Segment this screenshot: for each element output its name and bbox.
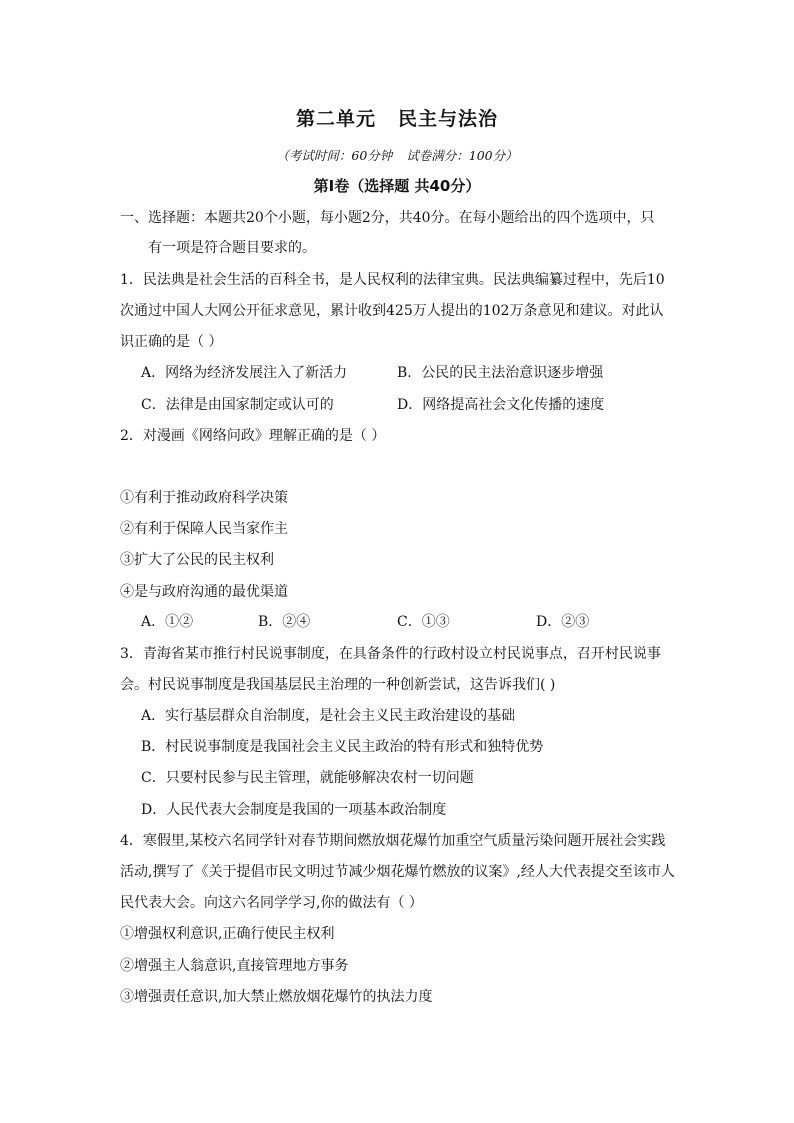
full-score: 试卷满分：100分）	[406, 148, 518, 163]
exam-time: （考试时间：60分钟	[276, 148, 393, 163]
q3-option-a: A．实行基层群众自治制度，是社会主义民主政治建设的基础	[141, 708, 516, 724]
q2-option-c: C．①③	[397, 614, 450, 630]
page-title	[0, 104, 794, 131]
q2-option-a: A．①②	[141, 614, 194, 630]
q4-stem-line3: 民代表大会。向这六名同学学习,你的做法有（ ）	[120, 895, 423, 911]
exam-info	[0, 146, 794, 164]
q2-option-b: B．②④	[258, 614, 311, 630]
q3-option-c: C．只要村民参与民主管理，就能够解决农村一切问题	[141, 770, 474, 786]
q2-statement-1: ①有利于推动政府科学决策	[120, 490, 288, 506]
unit-label: 第二单元	[295, 108, 376, 130]
q2-stem: 2．对漫画《网络问政》理解正确的是（ ）	[120, 428, 386, 444]
q3-stem-line1: 3．青海省某市推行村民说事制度，在具备条件的行政村设立村民说事点，召开村民说事	[120, 646, 661, 662]
q1-option-c: C．法律是由国家制定或认可的	[141, 397, 334, 413]
q1-option-d: D．网络提高社会文化传播的速度	[397, 397, 605, 413]
volume-heading: 第Ⅰ卷（选择题 共40分）	[313, 177, 481, 195]
unit-topic: 民主与法治	[398, 108, 499, 130]
q1-option-a: A．网络为经济发展注入了新活力	[141, 365, 348, 381]
q3-option-d: D．人民代表大会制度是我国的一项基本政治制度	[141, 802, 447, 818]
q3-stem-line2: 会。村民说事制度是我国基层民主治理的一种创新尝试，这告诉我们( )	[120, 677, 556, 693]
q3-option-b: B．村民说事制度是我国社会主义民主政治的特有形式和独特优势	[141, 739, 544, 755]
q4-statement-1: ①增强权利意识,正确行使民主权利	[120, 926, 335, 942]
q2-statement-3: ③扩大了公民的民主权利	[120, 552, 274, 568]
q4-statement-3: ③增强责任意识,加大禁止燃放烟花爆竹的执法力度	[120, 989, 433, 1005]
q1-stem-line3: 识正确的是（ ）	[120, 334, 223, 350]
section-instructions-line2: 有一项是符合题目要求的。	[148, 240, 316, 256]
q4-stem-line1: 4．寒假里,某校六名同学针对春节期间燃放烟花爆竹加重空气质量污染问题开展社会实践	[120, 833, 666, 849]
q4-statement-2: ②增强主人翁意识,直接管理地方事务	[120, 958, 349, 974]
q2-statement-4: ④是与政府沟通的最优渠道	[120, 584, 288, 600]
q1-stem-line2: 次通过中国人大网公开征求意见，累计收到425万人提出的102万条意见和建议。对此认	[120, 303, 664, 319]
section-instructions-line1: 一、选择题：本题共20个小题，每小题2分，共40分。在每小题给出的四个选项中，只	[120, 210, 655, 226]
q1-stem-line1: 1．民法典是社会生活的百科全书，是人民权利的法律宝典。民法典编纂过程中，先后10	[120, 272, 665, 288]
q2-statement-2: ②有利于保障人民当家作主	[120, 521, 288, 537]
q1-option-b: B．公民的民主法治意识逐步增强	[397, 365, 604, 381]
q4-stem-line2: 活动,撰写了《关于提倡市民文明过节减少烟花爆竹燃放的议案》,经人大代表提交至该市人	[120, 864, 675, 880]
q2-option-d: D．②③	[536, 614, 590, 630]
